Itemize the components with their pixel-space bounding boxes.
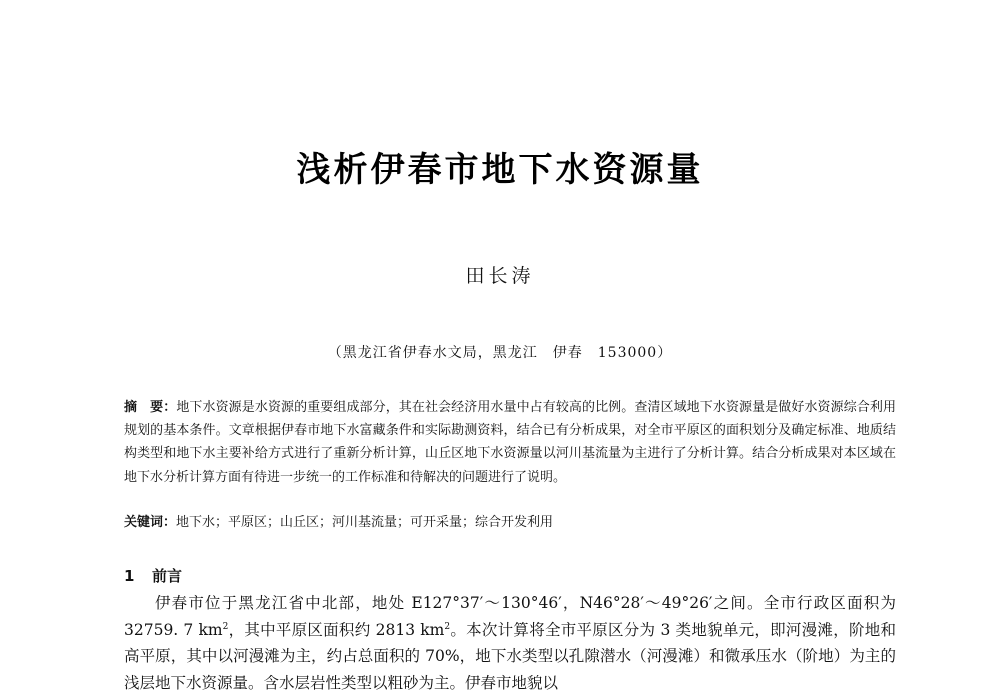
body-paragraph: [124, 590, 896, 696]
section-heading: [124, 564, 182, 588]
body-text-part-1: 伊春市位于黑龙江省中北部，地处 E127°37′～130°46′，N46°28′～49°26′之间。全市行政区面积为 32759. 7 km: [124, 594, 896, 639]
abstract-label: 摘 要：: [124, 400, 177, 415]
keywords-block: [124, 512, 896, 534]
keywords-text: 地下水；平原区；山丘区；河川基流量；可开采量；综合开发利用: [176, 515, 554, 530]
paper-author: 田长涛: [465, 265, 535, 287]
superscript-2: 2: [444, 621, 451, 632]
section-number: 1: [124, 567, 135, 585]
body-text-part-3: 。本次计算将全市平原区分为 3 类地貌单元，即河漫滩，阶地和高平原，其中以河漫滩为主，约占总面积的 70%，地下水类型以孔隙潜水（河漫滩）和微承压水（阶地）为主的浅层地下水资源量。含水层岩性类型以粗砂为主。伊春市地貌以: [124, 620, 896, 692]
paper-affiliation: （黑龙江省伊春水文局，黑龙江 伊春 153000）: [327, 345, 673, 361]
section-title: 前言: [152, 567, 183, 585]
body-text-part-2: ，其中平原区面积约 2813 km: [228, 620, 445, 639]
keywords-label: 关键词：: [124, 515, 177, 530]
paper-title: 浅析伊春市地下水资源量: [296, 150, 704, 190]
superscript-1: 2: [222, 621, 229, 632]
abstract-block: [124, 396, 896, 489]
abstract-text: 地下水资源是水资源的重要组成部分，其在社会经济用水量中占有较高的比例。查清区域地下水资源量是做好水资源综合利用规划的基本条件。文章根据伊春市地下水富藏条件和实际勘测资料，结合已有分析成果，对全市平原区的面积划分及确定标准、地质结构类型和地下水主要补给方式进行了重新分析计算，山丘区地下水资源量以河川基流量为主进行了分析计算。结合分析成果对本区域在地下水分析计算方面有待进一步统一的工作标准和待解决的问题进行了说明。: [124, 400, 896, 485]
